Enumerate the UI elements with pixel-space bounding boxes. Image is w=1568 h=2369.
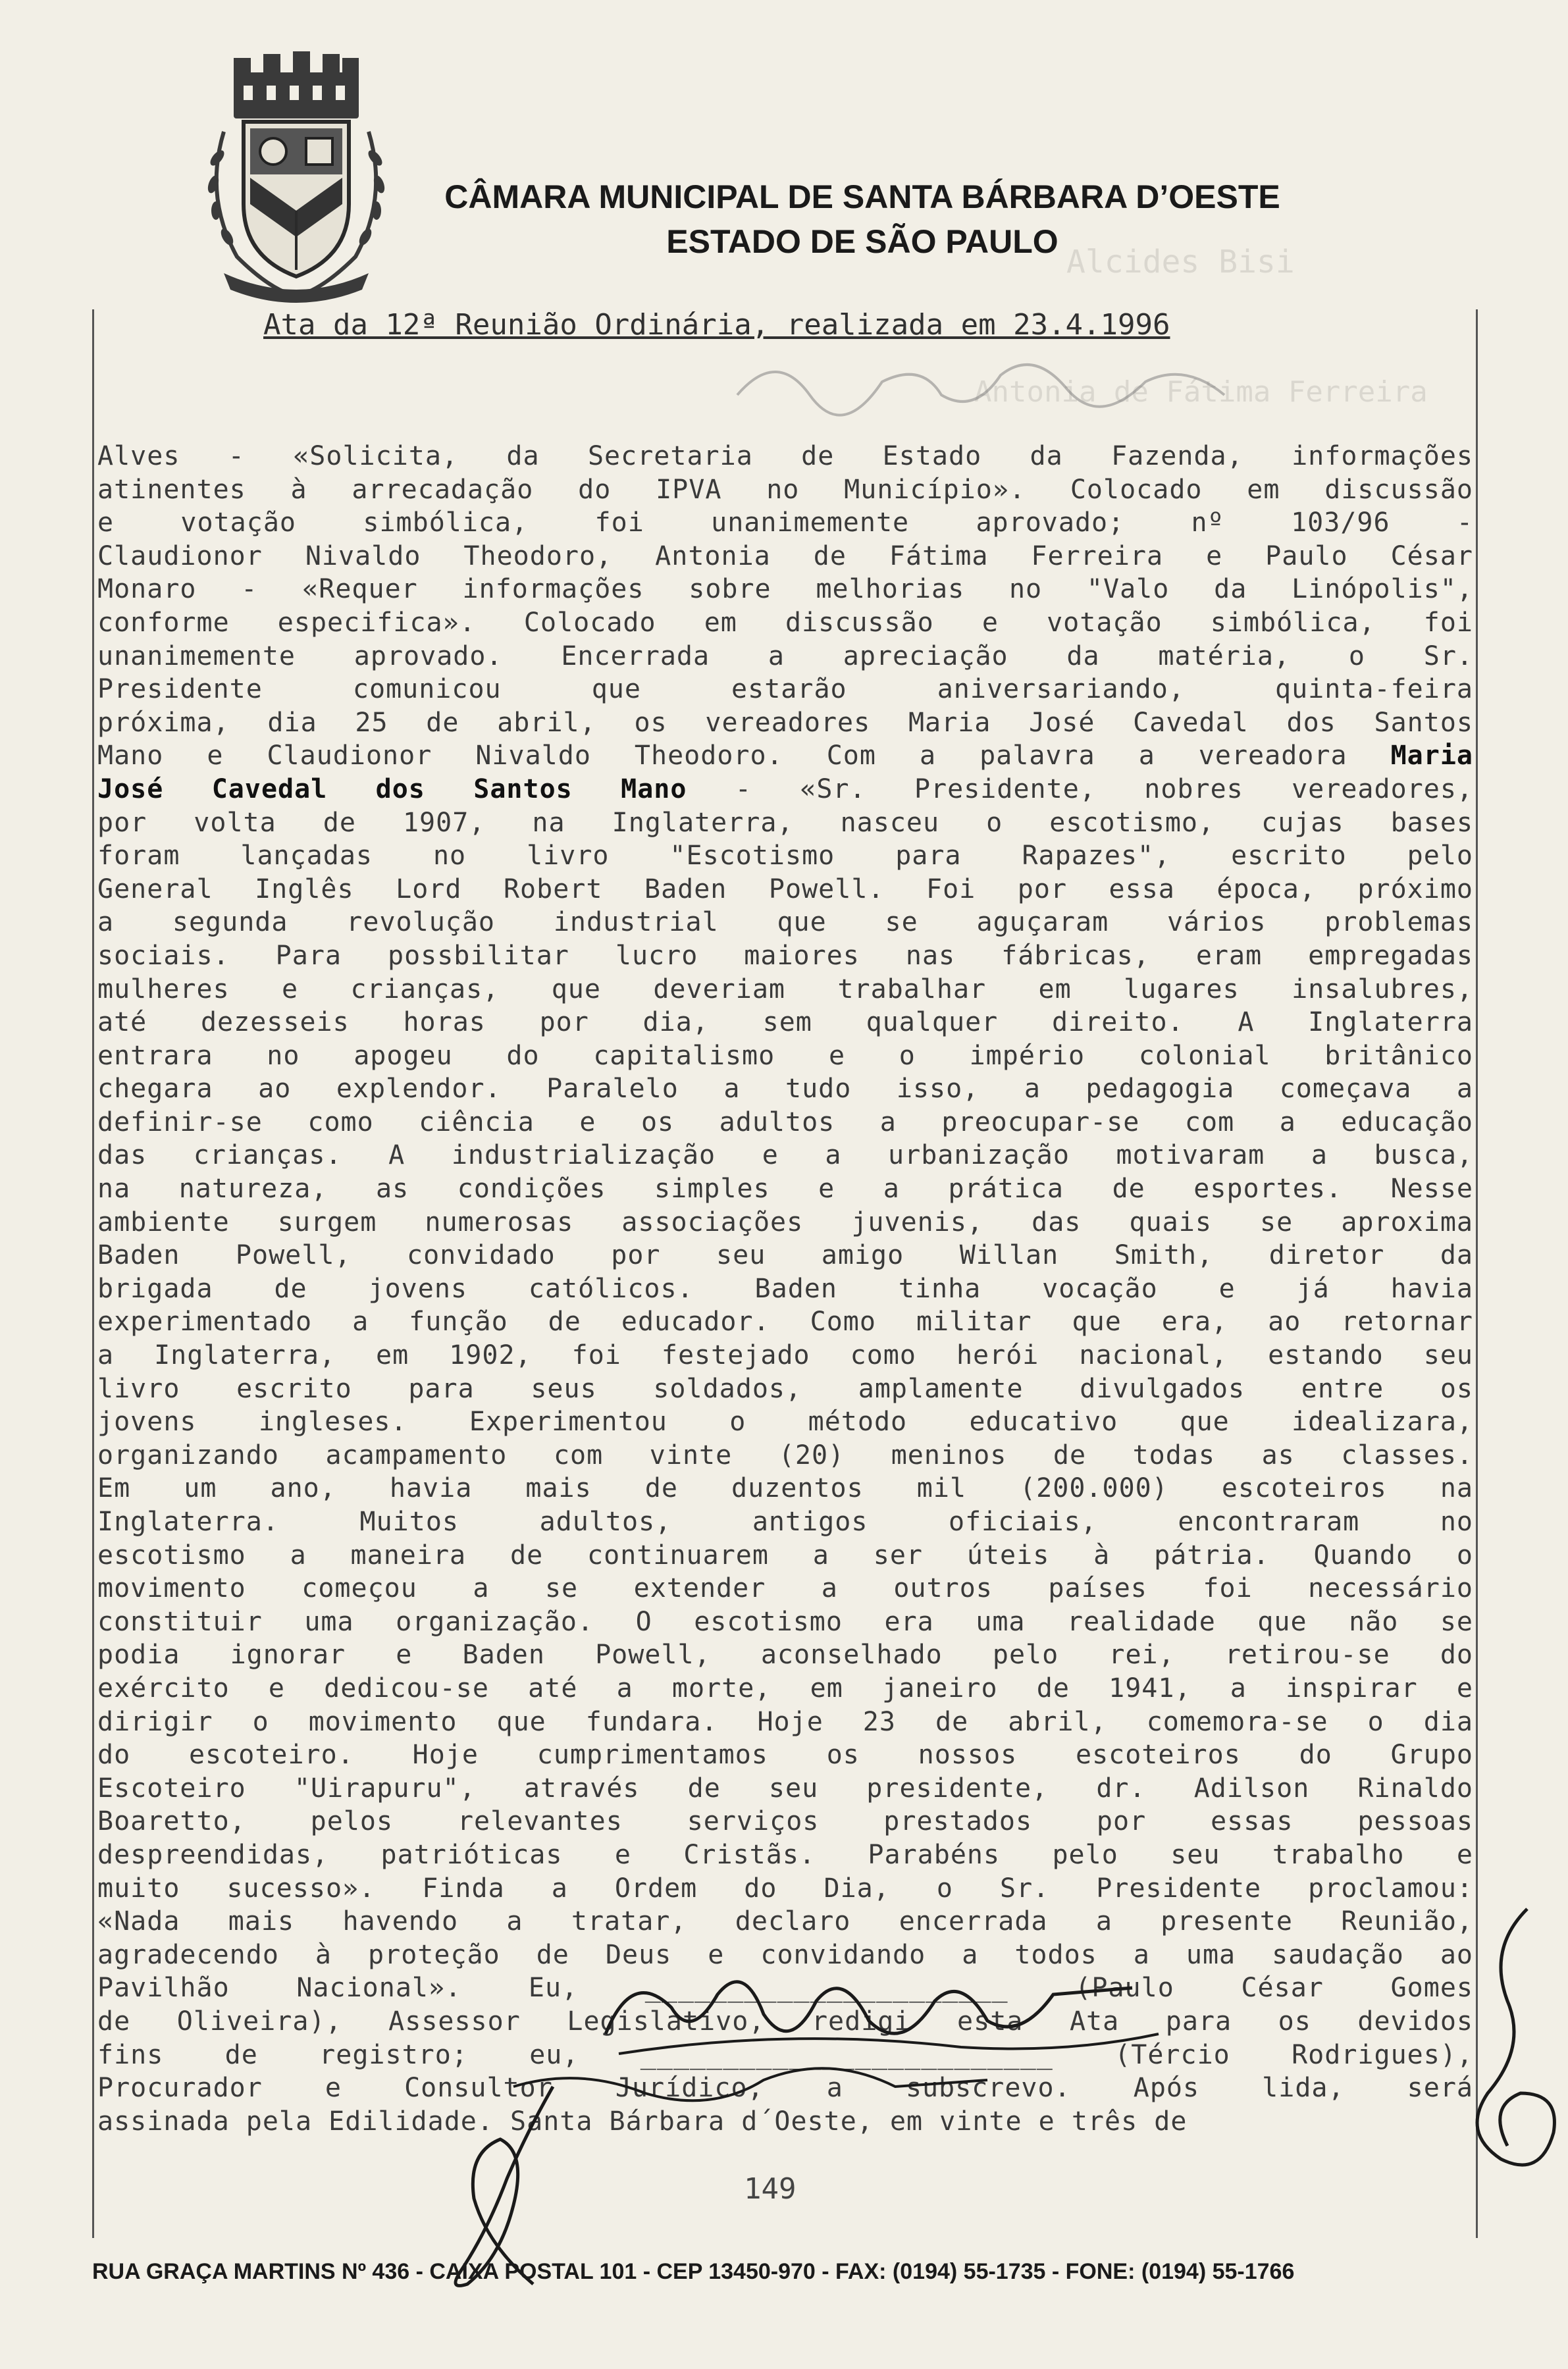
body-line: sociais. Para possbilitar lucro maiores nas fábricas, eram empregadas <box>97 940 1473 971</box>
body-line: Em um ano, havia mais de duzentos mil (200.000) escoteiros na <box>97 1473 1473 1504</box>
letterhead-subtitle: ESTADO DE SÃO PAULO <box>666 223 1058 260</box>
body-line: até dezesseis horas por dia, sem qualquer direito. A Inglaterra <box>97 1007 1473 1038</box>
body-line: foram lançadas no livro "Escotismo para Rapazes", escrito pelo <box>97 841 1473 872</box>
minutes-body <box>97 440 1473 2138</box>
body-line: jovens ingleses. Experimentou o método educativo que idealizara, <box>97 1407 1473 1438</box>
body-line: Baden Powell, convidado por seu amigo Willan Smith, diretor da <box>97 1240 1473 1271</box>
body-line: Boaretto, pelos relevantes serviços prestados por essas pessoas <box>97 1806 1473 1837</box>
body-line: Mano e Claudionor Nivaldo Theodoro. Com a palavra a vereadora Maria <box>97 741 1473 771</box>
body-line: agradecendo à proteção de Deus e convidando a todos a uma saudação ao <box>97 1939 1473 1970</box>
body-line: Alves - «Solicita, da Secretaria de Estado da Fazenda, informações <box>97 441 1473 471</box>
body-line: brigada de jovens católicos. Baden tinha vocação e já havia <box>97 1273 1473 1304</box>
body-line: de Oliveira), Assessor Legislativo, redigi esta Ata para os devidos <box>97 2006 1473 2037</box>
body-line: despreendidas, patrióticas e Cristãs. Parabéns pelo seu trabalho e <box>97 1839 1473 1870</box>
body-line: livro escrito para seus soldados, amplamente divulgados entre os <box>97 1373 1473 1404</box>
body-line: General Inglês Lord Robert Baden Powell. Foi por essa época, próximo <box>97 873 1473 904</box>
letterhead-title: CÂMARA MUNICIPAL DE SANTA BÁRBARA D’OESTE <box>444 178 1280 215</box>
body-line: constituir uma organização. O escotismo era uma realidade que não se <box>97 1606 1473 1637</box>
letterhead-footer: RUA GRAÇA MARTINS Nº 436 - CAIXA POSTAL 101 - CEP 13450-970 - FAX: (0194) 55-1735 - FONE: (0194) 55-1766 <box>92 2259 1295 2284</box>
body-line: exército e dedicou-se até a morte, em janeiro de 1941, a inspirar e <box>97 1673 1473 1704</box>
body-line: Presidente comunicou que estarão aniversariando, quinta-feira <box>97 674 1473 705</box>
bold-name: Maria <box>1390 741 1473 771</box>
body-line: entrara no apogeu do capitalismo e o império colonial britânico <box>97 1040 1473 1071</box>
body-line: chegara ao explendor. Paralelo a tudo isso, a pedagogia começava a <box>97 1074 1473 1105</box>
bold-name: José Cavedal dos Santos Mano <box>97 773 687 804</box>
body-line: organizando acampamento com vinte (20) meninos de todas as classes. <box>97 1440 1473 1471</box>
bleed-through-text-1: Alcides Bisi <box>1066 244 1295 280</box>
body-line: fins de registro; eu, _________________________ (Tércio Rodrigues), <box>97 2039 1473 2070</box>
body-line: movimento começou a se extender a outros países foi necessário <box>97 1573 1473 1604</box>
body-line: ambiente surgem numerosas associações juvenis, das quais se aproxima <box>97 1207 1473 1237</box>
body-line: dirigir o movimento que fundara. Hoje 23 de abril, comemora-se o dia <box>97 1706 1473 1737</box>
margin-rule-left <box>92 309 94 2238</box>
body-line: Escoteiro "Uirapuru", através de seu presidente, dr. Adilson Rinaldo <box>97 1773 1473 1804</box>
body-line: próxima, dia 25 de abril, os vereadores Maria José Cavedal dos Santos <box>97 707 1473 738</box>
body-line: Inglaterra. Muitos adultos, antigos oficiais, encontraram no <box>97 1507 1473 1537</box>
body-line: unanimemente aprovado. Encerrada a apreciação da matéria, o Sr. <box>97 640 1473 671</box>
body-line: e votação simbólica, foi unanimemente aprovado; nº 103/96 - <box>97 508 1473 538</box>
body-line: muito sucesso». Finda a Ordem do Dia, o Sr. Presidente proclamou: <box>97 1873 1473 1904</box>
body-line: definir-se como ciência e os adultos a preocupar-se com a educação <box>97 1106 1473 1137</box>
body-line: Pavilhão Nacional». Eu, ______________________ (Paulo César Gomes <box>97 1973 1473 2004</box>
body-line: Claudionor Nivaldo Theodoro, Antonia de Fátima Ferreira e Paulo César <box>97 540 1473 571</box>
body-line: do escoteiro. Hoje cumprimentamos os nossos escoteiros do Grupo <box>97 1740 1473 1771</box>
body-line: assinada pela Edilidade. Santa Bárbara d´Oeste, em vinte e três de <box>97 2106 1188 2137</box>
body-line: conforme especifica». Colocado em discussão e votação simbólica, foi <box>97 607 1473 638</box>
body-line: José Cavedal dos Santos Mano - «Sr. Presidente, nobres vereadores, <box>97 773 1473 804</box>
body-line: «Nada mais havendo a tratar, declaro encerrada a presente Reunião, <box>97 1906 1473 1937</box>
body-line: mulheres e crianças, que deveriam trabalhar em lugares insalubres, <box>97 974 1473 1004</box>
body-line: a Inglaterra, em 1902, foi festejado como herói nacional, estando seu <box>97 1340 1473 1371</box>
body-line: atinentes à arrecadação do IPVA no Município». Colocado em discussão <box>97 474 1473 505</box>
body-line: Monaro - «Requer informações sobre melhorias no "Valo da Linópolis", <box>97 574 1473 605</box>
body-line: escotismo a maneira de continuarem a ser úteis à pátria. Quando o <box>97 1540 1473 1571</box>
body-line: a segunda revolução industrial que se aguçaram vários problemas <box>97 907 1473 938</box>
margin-rule-right <box>1476 309 1478 2238</box>
body-line: por volta de 1907, na Inglaterra, nasceu o escotismo, cujas bases <box>97 807 1473 838</box>
body-line: na natureza, as condições simples e a prática de esportes. Nesse <box>97 1174 1473 1205</box>
body-line: experimentado a função de educador. Como militar que era, ao retornar <box>97 1307 1473 1338</box>
bleed-through-text-2: Antonia de Fátima Ferreira <box>974 375 1428 409</box>
municipal-coat-of-arms-icon <box>197 46 395 309</box>
body-line: podia ignorar e Baden Powell, aconselhado pelo rei, retirou-se do <box>97 1640 1473 1671</box>
body-line: das crianças. A industrialização e a urbanização motivaram a busca, <box>97 1140 1473 1171</box>
minutes-title: Ata da 12ª Reunião Ordinária, realizada em 23.4.1996 <box>263 308 1170 342</box>
body-line: Procurador e Consultor Jurídico, a subscrevo. Após lida, será <box>97 2073 1473 2104</box>
page-number: 149 <box>744 2172 797 2206</box>
